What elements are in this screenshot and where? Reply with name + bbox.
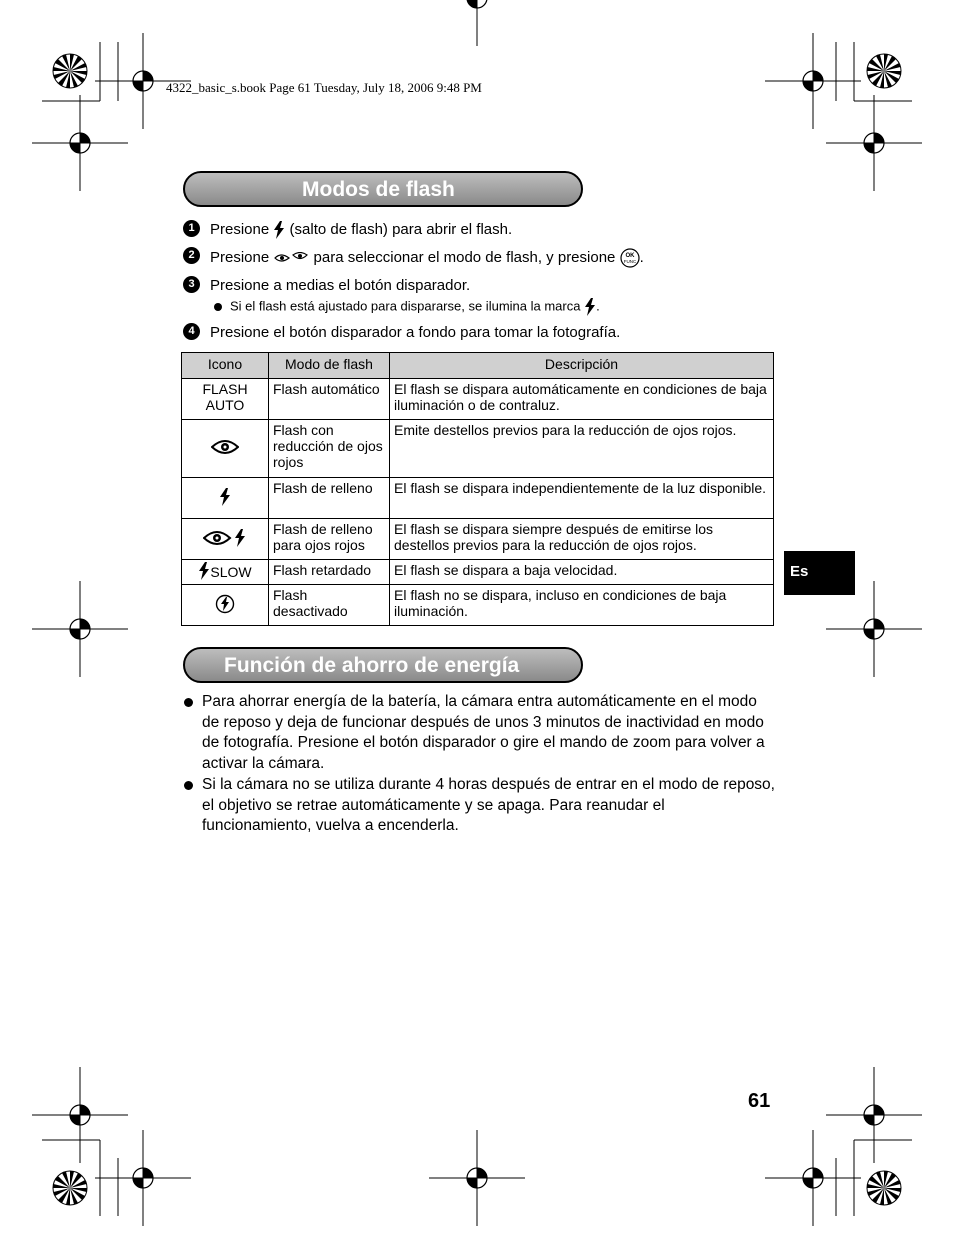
- table-header-row: [182, 353, 774, 379]
- description-cell: El flash se dispara siempre después de emitirse los destellos previos para la reducción de ojos rojos.: [390, 519, 774, 560]
- svg-text:FUNC: FUNC: [623, 259, 636, 264]
- table-row: [182, 478, 774, 519]
- step-text: (salto de flash) para abrir el flash.: [289, 221, 513, 238]
- bullet-dot: [184, 698, 193, 707]
- table-row: [182, 420, 774, 478]
- step-number: 1: [183, 220, 200, 237]
- bullet-dot: [214, 303, 222, 311]
- icon-cell: [182, 478, 269, 519]
- icon-cell: [182, 585, 269, 626]
- icon-cell: [182, 519, 269, 560]
- step-text: Presione a medias el botón disparador.: [210, 277, 471, 294]
- ok-func-icon: [620, 248, 640, 268]
- mode-cell: Flash con reducción de ojos rojos: [269, 420, 390, 478]
- step-text: Presione: [210, 248, 270, 266]
- mode-cell: Flash automático: [269, 379, 390, 420]
- mode-cell: Flash de relleno: [269, 478, 390, 519]
- step-number: 4: [183, 323, 200, 340]
- table-row: [182, 560, 774, 585]
- table-row: [182, 379, 774, 420]
- flash-icon: [219, 488, 231, 506]
- description-cell: El flash se dispara a baja velocidad.: [390, 560, 774, 585]
- flash-auto-label: FLASH AUTO: [202, 381, 248, 413]
- step-text: para seleccionar el modo de flash, y presione: [313, 248, 616, 266]
- red-eye-icon: [211, 439, 239, 455]
- bullet-paragraph: Si la cámara no se utiliza durante 4 horas después de entrar en el modo de reposo, el objetivo se retrae automáticamente y se apaga. Para reanudar el funcionamiento, vuelva a encenderla.: [202, 776, 775, 835]
- column-header: Icono: [182, 353, 269, 379]
- step-number: 2: [183, 247, 200, 264]
- slow-label: SLOW: [210, 564, 252, 580]
- svg-text:OK: OK: [625, 253, 635, 259]
- flash-icon: [584, 298, 596, 316]
- section-title: Modos de flash: [302, 178, 455, 201]
- icon-cell: [182, 379, 269, 420]
- flash-icon: [273, 221, 285, 239]
- column-header: Descripción: [390, 353, 774, 379]
- description-cell: El flash no se dispara, incluso en condiciones de baja iluminación.: [390, 585, 774, 626]
- mode-cell: Flash de relleno para ojos rojos: [269, 519, 390, 560]
- mode-cell: Flash desactivado: [269, 585, 390, 626]
- table-row: [182, 519, 774, 560]
- section-title: Función de ahorro de energía: [224, 654, 520, 677]
- section-title-bar: [183, 171, 583, 207]
- step-number: 3: [183, 276, 200, 293]
- bullet-dot: [184, 781, 193, 790]
- description-cell: Emite destellos previos para la reducción de ojos rojos.: [390, 420, 774, 478]
- flash-off-icon: [215, 594, 235, 614]
- section-title-bar: [183, 647, 583, 683]
- table-row: [182, 585, 774, 626]
- mode-cell: Flash retardado: [269, 560, 390, 585]
- description-cell: El flash se dispara independientemente de la luz disponible.: [390, 478, 774, 519]
- bullet-paragraph: Para ahorrar energía de la batería, la cámara entra automáticamente en el modo de reposo y deja de funcionar después de unos 3 minutos de inactividad en modo de fotografía. Presione el botón disparador o gire el mando de zoom para volver a activar la cámara.: [202, 693, 765, 772]
- flash-modes-table: [181, 352, 774, 626]
- red-eye-fill-flash-icon: [203, 528, 247, 548]
- step-text: Presione el botón disparador a fondo para tomar la fotografía.: [210, 324, 621, 341]
- description-cell: El flash se dispara automáticamente en condiciones de baja iluminación o de contraluz.: [390, 379, 774, 420]
- step-text: .: [639, 248, 644, 266]
- book-header: 4322_basic_s.book Page 61 Tuesday, July 18, 2006 9:48 PM: [166, 80, 482, 95]
- step-text: Presione: [210, 221, 270, 238]
- note-text: Si el flash está ajustado para dispararse, se ilumina la marca: [230, 298, 581, 314]
- column-header: Modo de flash: [269, 353, 390, 379]
- note-text: .: [596, 298, 600, 314]
- icon-cell: [182, 420, 269, 478]
- step-3-note: [214, 298, 600, 316]
- arrow-keys-icon: [273, 252, 309, 264]
- flash-icon: [198, 562, 210, 580]
- icon-cell: [182, 560, 269, 585]
- page-number: 61: [748, 1090, 771, 1112]
- language-tab: Es: [784, 551, 855, 595]
